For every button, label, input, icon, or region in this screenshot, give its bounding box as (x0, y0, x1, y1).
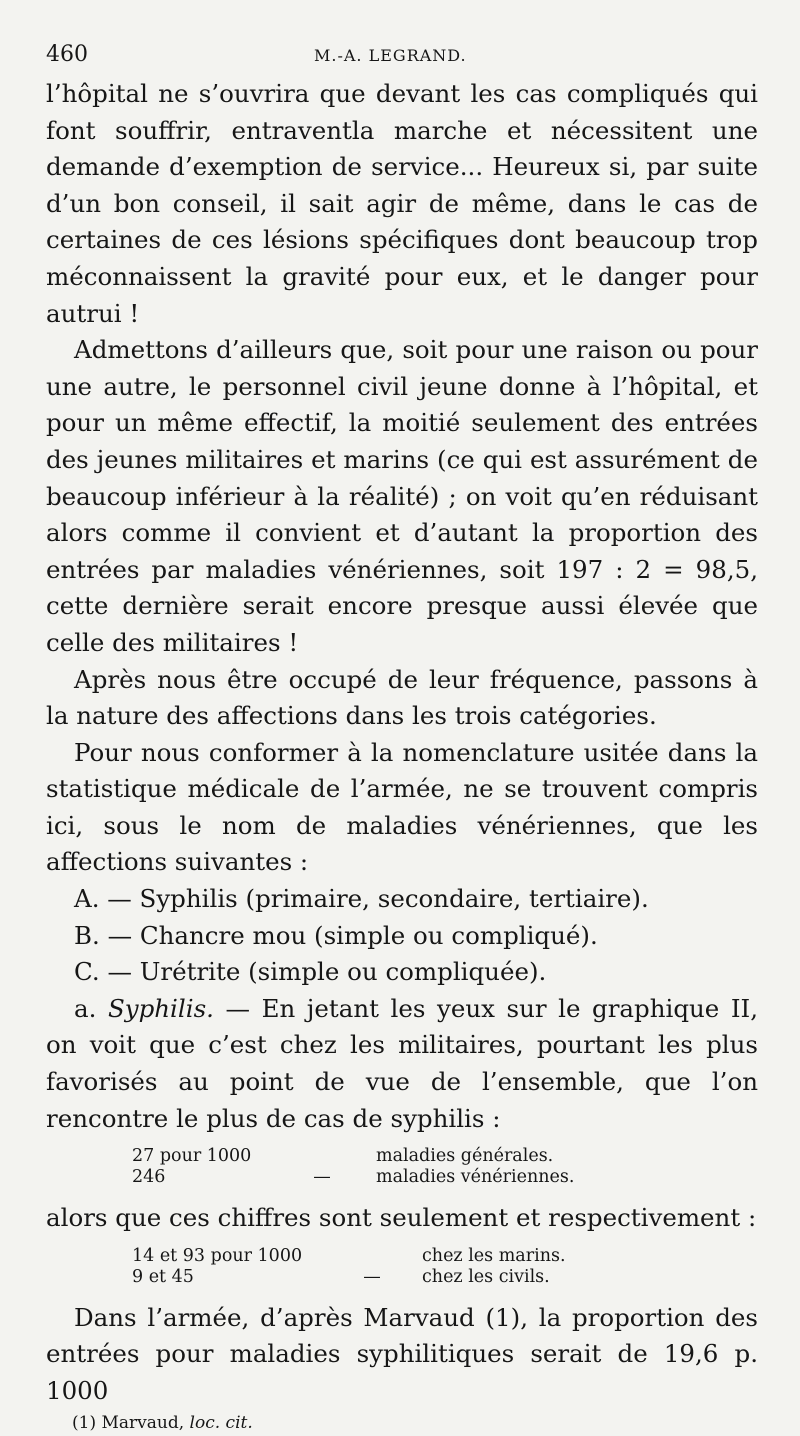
list-item-uretrite: C. — Urétrite (simple ou compliquée). (74, 957, 547, 987)
running-head: M.-A. LEGRAND. (314, 46, 467, 65)
statistics-row (132, 1267, 758, 1288)
list-item-chancre: B. — Chancre mou (simple ou compliqué). (74, 920, 598, 950)
page-body (46, 76, 758, 1436)
statistics-row (132, 1246, 758, 1267)
statistic-label: maladies vénériennes. (376, 1167, 575, 1188)
statistic-label: maladies générales. (376, 1146, 554, 1167)
statistic-label: chez les civils. (422, 1266, 550, 1287)
paragraph-marker: a. (74, 993, 108, 1023)
ditto-dash (268, 1146, 376, 1167)
ditto-dash: — (363, 1266, 381, 1287)
ditto-dash: — (313, 1167, 331, 1188)
paragraph-syphilis (46, 991, 758, 1137)
paragraph-respectivement: alors que ces chiffres sont seulement et respectivement : (46, 1203, 757, 1233)
statistic-label: chez les marins. (422, 1245, 566, 1266)
list-item-syphilis: A. — Syphilis (primaire, secondaire, tertiaire). (74, 884, 649, 914)
statistic-value: 9 et 45 (132, 1266, 194, 1287)
paragraph-nomenclature: Pour nous conformer à la nomenclature usitée dans la statistique médicale de l’armée, ne se trouvent compris ici, sous le nom de maladies vénériennes, que les affections suivantes : (46, 737, 758, 877)
paragraph-continued: l’hôpital ne s’ouvrira que devant les cas compliqués qui font souffrir, entraventla marche et nécessitent une demande d’exemption de service... Heureux si, par suite d’un bon conseil, il sait agir de même, dans le cas de certaines de ces lésions spécifiques dont beaucoup trop méconnaissent la gravité pour eux, et le danger pour autrui ! (46, 79, 758, 328)
statistic-value: 246 (132, 1167, 166, 1188)
statistic-value: 14 et 93 pour 1000 (132, 1245, 303, 1266)
footnote-citation: loc. cit. (189, 1412, 253, 1433)
paragraph-admettons: Admettons d’ailleurs que, soit pour une raison ou pour une autre, le personnel civil jeune donne à l’hôpital, et pour un même effectif, la moitié seulement des entrées des jeunes militaires et marins (ce qui est assurément de beaucoup inférieur à la réalité) ; on voit qu’en réduisant alors comme il convient et d’autant la proportion des entrées par maladies vénériennes, soit 197 : 2 = 98,5, cette dernière serait encore presque aussi élevée que celle des militaires ! (46, 335, 758, 657)
paragraph-frequence: Après nous être occupé de leur fréquence, passons à la nature des affections dans les trois catégories. (46, 664, 758, 731)
ditto-dash (322, 1246, 422, 1267)
section-heading-syphilis: Syphilis. (107, 993, 214, 1023)
paragraph-syphilis-text: — En jetant les yeux sur le graphique II, on voit que c’est chez les militaires, pourtant les plus favorisés au point de vue de l’ensemble, que l’on rencontre le plus de cas de syphilis : (46, 993, 759, 1133)
statistics-row (132, 1167, 758, 1188)
statistics-block-military (132, 1146, 758, 1188)
paragraph-marvaud: Dans l’armée, d’après Marvaud (1), la proportion des entrées pour maladies syphilitiques serait de 19,6 p. 1000 (46, 1302, 758, 1405)
footnote (72, 1410, 758, 1436)
statistics-row (132, 1146, 758, 1167)
footnote-ref: (1) Marvaud, (72, 1412, 185, 1433)
page-number: 460 (46, 42, 88, 67)
statistics-block-marins-civils (132, 1246, 758, 1288)
statistic-value: 27 pour 1000 (132, 1146, 252, 1167)
page-header (46, 42, 760, 72)
